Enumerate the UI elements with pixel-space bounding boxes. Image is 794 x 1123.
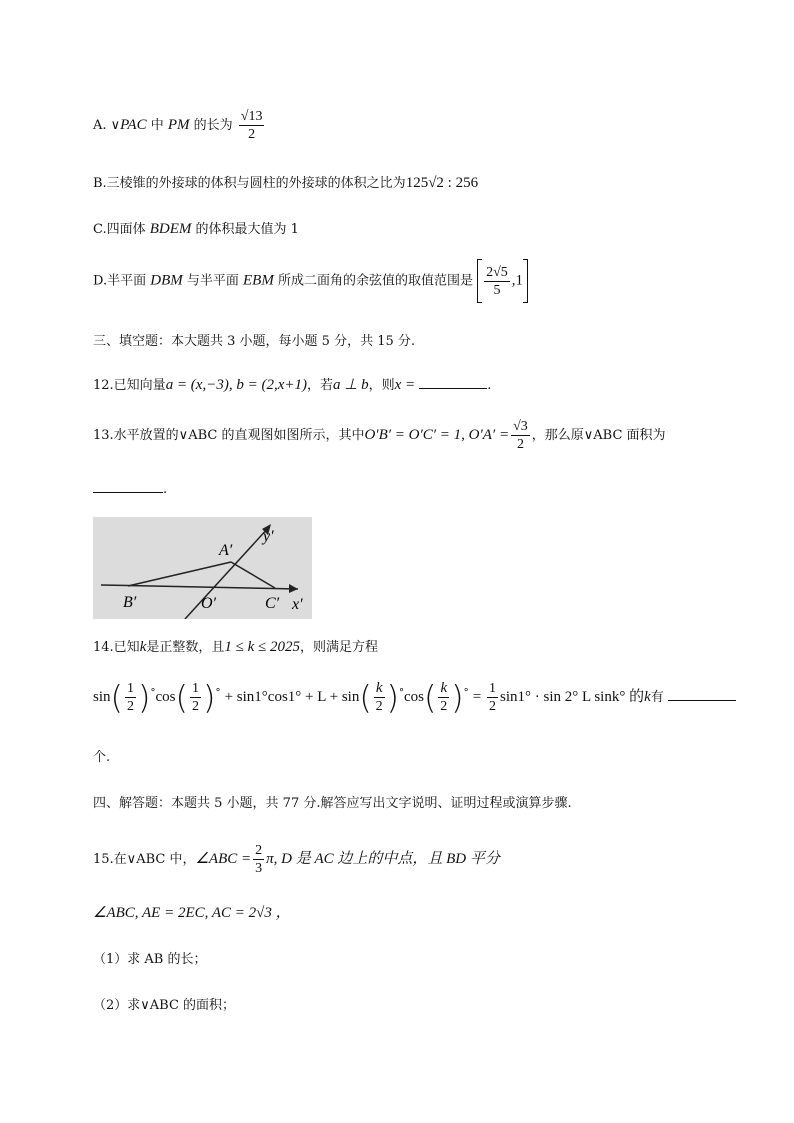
label-x: x′ [292, 596, 303, 613]
section-3-heading: 三、填空题：本大题共 3 小题，每小题 5 分，共 15 分. [93, 334, 416, 349]
option-c: C.四面体 BDEM 的体积最大值为 1 [93, 221, 299, 237]
answer-blank[interactable] [93, 492, 163, 493]
label-a: A′ [219, 542, 233, 559]
right-bracket [523, 259, 528, 303]
label-b: B′ [123, 594, 137, 611]
option-a: A. ∨PAC 中 PM 的长为 $\frac{√13}{2}$ [93, 109, 263, 142]
label-c: C′ [265, 595, 280, 612]
question-14-end: 个. [93, 750, 111, 765]
question-15-part-1: （1）求 AB 的长； [93, 952, 207, 967]
left-bracket [477, 259, 482, 303]
question-14: 14.已知k是正整数，且1 ≤ k ≤ 2025，则满足方程 [93, 639, 379, 655]
question-13-answer: . [93, 482, 167, 497]
question-13: 13.水平放置的∨ABC 的直观图如图所示，其中O′B′ = O′C′ = 1, O′A′ = $\frac{√3}{2}$ ，那么原∨ABC 面积为 [93, 419, 666, 452]
question-15-line-2: ∠ABC, AE = 2EC, AC = 2√3 ， [93, 905, 291, 921]
label-y: y′ [263, 528, 274, 545]
question-12: 12.已知向量a = (x,−3), b = (2,x+1)，若a ⊥ b，则x = . [93, 377, 492, 393]
question-15: 15.在∨ABC 中，∠ABC = $\frac{2}{3}$ π, D 是 AC 边上的中点，且 BD 平分 [93, 843, 500, 876]
question-14-equation: sin( $\frac{1}{2}$ )°cos( $\frac{1}{2}$ )° + sin1°cos1° + L + sin( $\frac{k}{2}$ )°cos( $\frac{k}{2}$ )° = $\frac{1}{2}$ sin1° · sin 2° L sink° 的k有 [93, 680, 736, 715]
fraction: $\frac{√13}{2}$ [240, 109, 263, 142]
option-d: D.半平面 DBM 与半平面 EBM 所成二面角的余弦值的取值范围是 $\frac{2√5}{5}$ ,1 [93, 259, 528, 303]
label-o: O′ [201, 595, 217, 612]
question-15-part-2: （2）求∨ABC 的面积； [93, 998, 236, 1013]
option-b: B.三棱锥的外接球的体积与圆柱的外接球的体积之比为125√2 : 256 [93, 175, 479, 191]
oblique-projection-figure [93, 517, 312, 619]
figure-svg [93, 517, 312, 619]
section-4-heading: 四、解答题：本题共 5 小题，共 77 分.解答应写出文字说明、证明过程或演算步骤. [93, 796, 572, 811]
answer-blank[interactable] [419, 388, 487, 389]
answer-blank[interactable] [668, 700, 736, 701]
